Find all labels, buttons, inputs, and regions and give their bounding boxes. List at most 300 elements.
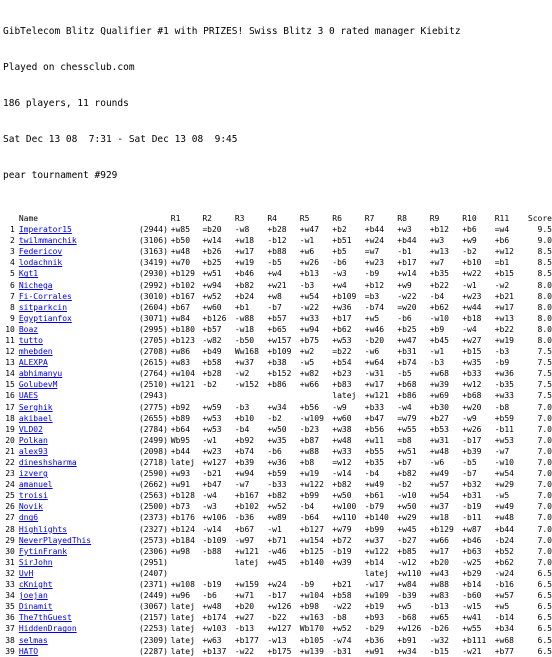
round-result: +b127 — [299, 524, 324, 534]
round-result: +w35 — [462, 358, 482, 368]
round-result: +w5 — [364, 313, 380, 323]
round-result: +w27 — [462, 335, 482, 345]
player-rank: 27 — [5, 513, 15, 523]
round-result: +w57 — [494, 591, 514, 601]
player-row — [3, 246, 552, 257]
player-rating: (2449) — [138, 591, 168, 601]
round-result: +b32 — [462, 480, 482, 490]
round-result: latej — [170, 602, 195, 612]
player-name-link[interactable]: alex93 — [18, 446, 48, 456]
round-result: +b1 — [234, 302, 250, 312]
round-result: -b1 — [397, 247, 412, 257]
round-result: +w88 — [299, 446, 320, 456]
player-rank: 26 — [5, 502, 15, 512]
round-result: -b24 — [494, 535, 514, 545]
round-result: -b4 — [234, 424, 250, 434]
round-result — [235, 568, 267, 579]
round-result: +b111 — [462, 635, 487, 645]
round-result: -w31 — [364, 369, 385, 379]
round-result: =b1 — [494, 258, 510, 268]
player-name-link[interactable]: VLD02 — [18, 424, 43, 434]
player-rank: 20 — [5, 435, 15, 445]
round-result: +b67 — [170, 302, 191, 312]
player-score: 7.0 — [537, 458, 552, 468]
round-result: -b2 — [397, 480, 412, 490]
player-row — [3, 335, 552, 346]
round-result: +w51 — [397, 446, 417, 456]
round-result: +b177 — [234, 635, 259, 645]
round-result: -w1 — [462, 280, 477, 290]
player-score: 8.0 — [537, 280, 552, 290]
round-result: +w93 — [170, 469, 191, 479]
round-result: -w97 — [234, 535, 255, 545]
round-result: +w63 — [202, 635, 222, 645]
player-name-link[interactable]: Boaz — [18, 324, 39, 334]
round-result: +w27 — [234, 613, 255, 623]
player-rating: (2510) — [138, 380, 168, 390]
round-result: +b45 — [429, 335, 449, 345]
round-result: +w19 — [234, 258, 255, 268]
round-result: -b4 — [299, 502, 315, 512]
player-row — [3, 546, 552, 557]
player-rating: (3163) — [138, 247, 168, 257]
round-result: -b36 — [234, 513, 255, 523]
player-rank: 15 — [5, 380, 15, 390]
player-rating: (2655) — [138, 413, 168, 423]
player-rating: (2287) — [138, 646, 168, 656]
round-result: +b29 — [462, 568, 482, 578]
player-name-link[interactable]: mhebden — [18, 347, 53, 357]
player-rank: 25 — [5, 491, 15, 501]
player-name-link[interactable]: Kgt1 — [18, 269, 39, 279]
round-result: -b23 — [299, 424, 320, 434]
round-result: +w46 — [364, 324, 385, 334]
round-result: +b39 — [234, 458, 255, 468]
player-row — [3, 279, 552, 290]
round-result: +b46 — [462, 535, 482, 545]
round-result: +b86 — [397, 391, 417, 401]
player-name-link[interactable]: joejan — [18, 591, 48, 601]
player-name-link[interactable]: selmas — [18, 635, 48, 645]
round-result: =w79 — [397, 413, 417, 423]
round-result: +w65 — [429, 613, 449, 623]
round-result: +w23 — [202, 446, 222, 456]
round-result: -w8 — [234, 225, 250, 235]
col-header-r3: R3 — [234, 213, 245, 223]
round-result: -w1 — [429, 347, 445, 357]
round-result: -b2 — [202, 380, 217, 390]
round-result: +w55 — [462, 624, 482, 634]
round-result: +w71 — [234, 591, 255, 601]
round-result: =w12 — [332, 458, 352, 468]
round-result: +b82 — [332, 480, 352, 490]
round-result: -w6 — [364, 347, 380, 357]
player-name-link[interactable]: UvH — [18, 568, 34, 578]
round-result: -w10 — [397, 491, 417, 501]
round-result: -w4 — [202, 491, 217, 501]
round-result: +w57 — [429, 480, 449, 490]
round-result: -w88 — [234, 313, 255, 323]
round-result: +b36 — [364, 635, 385, 645]
player-score: 7.0 — [537, 435, 552, 445]
player-rank: 7 — [10, 291, 15, 301]
round-result: -w32 — [429, 635, 449, 645]
round-result: +b25 — [202, 258, 222, 268]
player-name-link[interactable]: SirJohn — [18, 557, 53, 567]
round-result: -w2 — [234, 369, 250, 379]
player-rating: (2995) — [138, 324, 168, 334]
round-result: +w21 — [267, 280, 287, 290]
round-result — [202, 557, 234, 568]
player-score: 9.5 — [537, 225, 552, 235]
player-score: 6.5 — [537, 646, 552, 656]
round-result: -w1 — [267, 524, 282, 534]
round-result — [300, 390, 332, 401]
round-result: latej — [332, 391, 357, 401]
player-row — [3, 224, 552, 235]
round-result: +w94 — [234, 469, 255, 479]
round-result: -b79 — [364, 502, 385, 512]
round-result: +w36 — [332, 302, 352, 312]
round-result: +w126 — [397, 624, 422, 634]
player-row — [3, 390, 552, 401]
round-result: +w122 — [299, 480, 324, 490]
round-result: +b58 — [332, 591, 352, 601]
player-name-link[interactable]: HiddenDragon — [18, 624, 77, 634]
player-row — [3, 268, 552, 279]
player-name-link[interactable]: FytinFrank — [18, 546, 68, 556]
round-result: +b22 — [429, 280, 449, 290]
round-result: +w12 — [462, 380, 482, 390]
round-result: +b10 — [234, 413, 255, 423]
round-result: +w29 — [397, 513, 417, 523]
player-name-link[interactable]: GolubevM — [18, 380, 58, 390]
tournament-id: pear tournament #929 — [3, 170, 118, 181]
player-score: 8.5 — [537, 247, 552, 257]
round-result: +w23 — [364, 258, 385, 268]
standings-header-row — [3, 212, 552, 224]
round-result: +b123 — [170, 335, 195, 345]
round-result: +b12 — [364, 280, 385, 290]
player-name-link[interactable]: Nichega — [18, 280, 53, 290]
round-result: +b17 — [332, 313, 352, 323]
player-name-link[interactable]: Fi-Corrales — [18, 291, 72, 301]
round-result: +w139 — [299, 646, 324, 656]
round-result: +w106 — [202, 513, 227, 523]
round-result: +w82 — [299, 369, 320, 379]
round-result: -w82 — [202, 335, 222, 345]
col-header-r8: R8 — [397, 213, 407, 223]
round-result: +w36 — [494, 369, 514, 379]
round-result: +w154 — [299, 535, 324, 545]
round-result: -b8 — [494, 402, 510, 412]
round-result — [171, 557, 203, 568]
round-result: -b14 — [494, 613, 514, 623]
player-name-link[interactable]: Serghik — [18, 402, 53, 412]
player-rank: 34 — [5, 591, 15, 601]
player-name-link[interactable]: Federicov — [18, 247, 63, 257]
player-rank: 2 — [10, 236, 15, 246]
player-score: 7.0 — [537, 557, 552, 567]
round-result: +w26 — [299, 258, 320, 268]
player-rank: 16 — [5, 391, 15, 401]
players-rounds: 186 players, 11 rounds — [3, 98, 129, 109]
round-result: +w49 — [364, 480, 385, 490]
player-score: 8.0 — [537, 335, 552, 345]
round-result: +b176 — [170, 513, 195, 523]
round-result: +w68 — [494, 635, 514, 645]
player-rating: (2992) — [138, 280, 168, 290]
player-row — [3, 501, 552, 512]
player-name-link[interactable]: Dinamit — [18, 602, 53, 612]
player-rank: 6 — [10, 280, 15, 290]
round-result: +b31 — [397, 347, 417, 357]
player-score: 8.0 — [537, 291, 552, 301]
round-result: +b85 — [397, 546, 417, 556]
player-row — [3, 324, 552, 335]
round-result: +w53 — [494, 435, 514, 445]
round-result: -w1 — [202, 435, 217, 445]
player-score: 7.5 — [537, 369, 552, 379]
round-result: +w36 — [267, 458, 287, 468]
round-result: +w33 — [332, 446, 352, 456]
player-name-link[interactable]: akibael — [18, 413, 53, 423]
round-result: -w4 — [397, 402, 412, 412]
round-result: +w110 — [332, 513, 357, 523]
round-result: -w22 — [332, 602, 352, 612]
standings-table — [3, 212, 552, 657]
player-score: 6.5 — [537, 635, 552, 645]
round-result: +w26 — [462, 424, 482, 434]
round-result: +b47 — [202, 480, 222, 490]
player-rank: 17 — [5, 402, 15, 412]
round-result: +w39 — [332, 557, 352, 567]
player-name-link[interactable]: UAES — [18, 391, 39, 401]
round-result: +w49 — [494, 502, 514, 512]
round-result: =b3 — [364, 291, 380, 301]
round-result: +b51 — [332, 236, 352, 246]
player-score: 8.0 — [537, 302, 552, 312]
round-result: +b28 — [267, 225, 287, 235]
round-result: +b13 — [299, 269, 320, 279]
round-result: +b54 — [332, 358, 352, 368]
player-rating: (2306) — [138, 546, 168, 556]
player-row — [3, 468, 552, 479]
round-result: =b8 — [397, 435, 412, 445]
round-result: +w121 — [234, 546, 259, 556]
round-result: -w2 — [494, 280, 510, 290]
round-result: -b64 — [299, 513, 320, 523]
round-result: +b174 — [202, 613, 227, 623]
round-result: +w83 — [429, 591, 449, 601]
round-result: +w108 — [170, 580, 195, 590]
player-rank: 3 — [10, 247, 15, 257]
round-result: +w6 — [299, 247, 315, 257]
player-rating: (3071) — [138, 313, 168, 323]
round-result: +b61 — [364, 491, 385, 501]
player-rank: 4 — [10, 258, 15, 268]
round-result: +b82 — [267, 491, 287, 501]
round-result: +b56 — [299, 402, 320, 412]
player-name-link[interactable]: Polkan — [18, 435, 48, 445]
round-result: latej — [170, 646, 195, 656]
round-result: +b74 — [234, 446, 255, 456]
round-result: +b52 — [494, 546, 514, 556]
round-result: +w33 — [494, 391, 514, 401]
round-result: -w5 — [494, 491, 510, 501]
round-result: -b35 — [494, 380, 514, 390]
player-score: 6.5 — [537, 591, 552, 601]
round-result — [332, 568, 364, 579]
round-result: +w89 — [267, 513, 287, 523]
player-name-link[interactable]: tutto — [18, 335, 43, 345]
player-score: 6.5 — [537, 602, 552, 612]
player-rating: (3010) — [138, 291, 168, 301]
round-result: +w53 — [202, 413, 222, 423]
player-score: 8.5 — [537, 269, 552, 279]
col-header-r6: R6 — [332, 213, 342, 223]
player-name-link[interactable]: dng6 — [18, 513, 39, 523]
round-result: +b7 — [397, 458, 412, 468]
player-row — [3, 646, 552, 657]
round-result: +w91 — [170, 480, 191, 490]
col-header-r11: R11 — [494, 213, 510, 223]
player-name-link[interactable]: ALEXPA — [18, 358, 48, 368]
player-name-link[interactable]: cKnight — [18, 580, 53, 590]
player-name-link[interactable]: NeverPlayedThis — [18, 535, 92, 545]
round-result: -w14 — [332, 469, 352, 479]
round-result: +b44 — [494, 524, 514, 534]
round-result: -b5 — [397, 369, 412, 379]
round-result: Wb95 — [170, 435, 191, 445]
round-result: +b17 — [397, 258, 417, 268]
round-result: -b3 — [429, 358, 445, 368]
tournament-header — [3, 2, 552, 206]
round-result: +b6 — [462, 225, 477, 235]
round-result: +b35 — [429, 269, 449, 279]
round-result: +w109 — [364, 591, 389, 601]
player-rating: (2590) — [138, 469, 168, 479]
round-result: +w127 — [267, 624, 292, 634]
round-result: -b39 — [397, 591, 417, 601]
round-result: +w22 — [462, 269, 482, 279]
round-result: +w34 — [267, 402, 287, 412]
round-result: +w13 — [494, 313, 514, 323]
player-name-link[interactable]: dineshsharma — [18, 458, 77, 468]
player-name-link[interactable]: Imperator15 — [18, 225, 72, 235]
round-result: +w4 — [332, 280, 347, 290]
round-result: +w127 — [202, 458, 227, 468]
round-result: +b91 — [397, 635, 417, 645]
date-range: Sat Dec 13 08 7:31 - Sat Dec 13 08 9:45 — [3, 134, 238, 145]
round-result: +b65 — [267, 324, 287, 334]
played-on: Played on chessclub.com — [3, 62, 135, 73]
player-name-link[interactable]: twilmmanchik — [18, 236, 77, 246]
player-name-link[interactable]: Egyptianfox — [18, 313, 72, 323]
round-result: +b109 — [267, 347, 292, 357]
player-rank: 1 — [10, 225, 15, 235]
player-name-link[interactable]: izverg — [18, 469, 48, 479]
round-result: +b33 — [364, 402, 385, 412]
round-result: latej — [170, 613, 195, 623]
round-result: -b21 — [202, 469, 222, 479]
round-result: +b20 — [429, 557, 449, 567]
round-result: -w22 — [299, 302, 320, 312]
round-result: +b126 — [202, 313, 227, 323]
round-result — [202, 390, 234, 401]
round-result: -w13 — [267, 635, 287, 645]
player-rating: (2930) — [138, 269, 168, 279]
round-result: +w159 — [234, 580, 259, 590]
player-rank: 36 — [5, 613, 15, 623]
player-name-link[interactable]: troisi — [18, 491, 48, 501]
round-result: +b140 — [364, 513, 389, 523]
player-rating: (2499) — [138, 435, 168, 445]
round-result: +w38 — [332, 424, 352, 434]
player-row — [3, 601, 552, 612]
round-result: latej — [234, 557, 259, 567]
round-result: +b5 — [332, 247, 347, 257]
round-result: -w9 — [462, 413, 477, 423]
col-header-r10: R10 — [462, 213, 477, 223]
player-rating: (3419) — [138, 258, 168, 268]
round-result: +b82 — [234, 280, 255, 290]
player-rating: (2708) — [138, 347, 168, 357]
player-name-link[interactable]: lodachnik — [18, 258, 63, 268]
round-result: -w5 — [299, 358, 315, 368]
round-result: -b7 — [462, 469, 477, 479]
player-name-link[interactable]: HATO — [18, 646, 39, 656]
round-result: +b64 — [170, 424, 191, 434]
player-name-link[interactable]: abhimanyu — [18, 369, 63, 379]
player-row — [3, 579, 552, 590]
round-result: =w4 — [494, 225, 510, 235]
round-result: +b167 — [234, 491, 259, 501]
player-rank: 8 — [10, 302, 15, 312]
player-name-link[interactable]: Highlights — [18, 524, 68, 534]
round-result: +b72 — [332, 535, 352, 545]
round-result: +b180 — [170, 324, 195, 334]
round-result: +w103 — [202, 624, 227, 634]
round-result: -b31 — [332, 646, 352, 656]
player-name-link[interactable]: amanuel — [18, 480, 53, 490]
round-result: +b102 — [170, 280, 195, 290]
player-name-link[interactable]: Novik — [18, 502, 43, 512]
round-result: latej — [170, 635, 195, 645]
player-row — [3, 435, 552, 446]
round-result: -b19 — [332, 546, 352, 556]
round-result: +w60 — [202, 302, 222, 312]
round-result: -b6 — [332, 258, 347, 268]
player-row — [3, 535, 552, 546]
round-result: +b31 — [462, 491, 482, 501]
round-result: -b11 — [494, 424, 514, 434]
round-result: +w94 — [299, 324, 320, 334]
round-result: +b67 — [234, 524, 255, 534]
round-result: Wb170 — [299, 624, 324, 634]
round-result: -b2 — [462, 247, 477, 257]
round-result: +w19 — [299, 469, 320, 479]
round-result: +w5 — [397, 602, 412, 612]
round-result: latej — [364, 568, 389, 578]
round-result: +w17 — [494, 302, 514, 312]
round-result: +w17 — [364, 380, 385, 390]
round-result: +b39 — [462, 446, 482, 456]
player-name-link[interactable]: The7thGuest — [18, 613, 72, 623]
round-result: +w52 — [267, 502, 287, 512]
player-name-link[interactable]: sitparkcin — [18, 302, 68, 312]
round-result: +w24 — [267, 580, 287, 590]
